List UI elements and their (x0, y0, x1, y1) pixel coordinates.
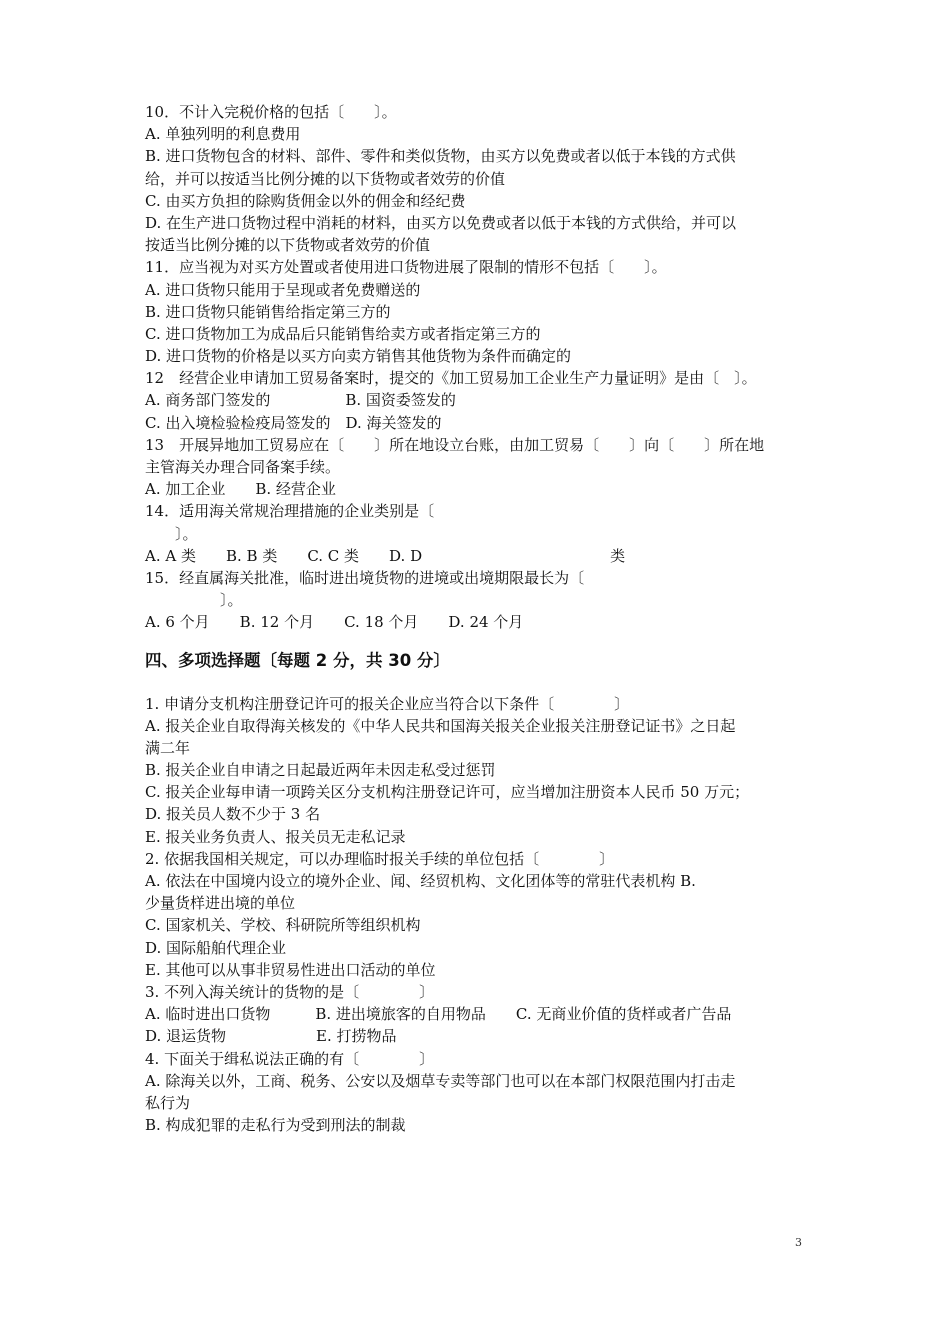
options-a-b: A. 商务部门签发的 B. 国资委签发的 (145, 391, 456, 410)
question-stem: 3. 不列入海关统计的货物的是〔 〕 (145, 982, 435, 1001)
question-12 (145, 367, 825, 434)
question-stem-continued: 主管海关办理合同备案手续。 (145, 458, 341, 476)
options-a-b: A. 依法在中国境内设立的境外企业、闻、经贸机构、文化团体等的常驻代表机构 B. (145, 872, 696, 890)
question-stem: 13 开展异地加工贸易应在〔 〕所在地设立台账，由加工贸易〔 〕向〔 〕所在地 (145, 435, 765, 454)
question-stem: 10．不计入完税价格的包括〔 〕。 (145, 103, 397, 121)
option-b: B. 报关企业自申请之日起最近两年未因走私受过惩罚 (145, 761, 496, 780)
options-d-e: D. 退运货物 E. 打捞物品 (145, 1027, 397, 1046)
question-stem-continued: 〕。 (145, 591, 243, 610)
option-d-continued: 按适当比例分摊的以下货物或者效劳的价值 (145, 236, 431, 255)
question-stem: 15．经直属海关批准，临时进出境货物的进境或出境期限最长为〔 (145, 568, 585, 587)
option-c: C. 进口货物加工为成品后只能销售给卖方或者指定第三方的 (145, 324, 541, 343)
option-d: D. 国际船舶代理企业 (145, 938, 287, 957)
question-14 (145, 500, 825, 567)
options-a-b-c: A. 临时进出口货物 B. 进出境旅客的自用物品 C. 无商业价值的货样或者广告品 (145, 1005, 732, 1024)
question-stem-continued: 〕。 (145, 524, 198, 543)
question-stem: 14．适用海关常规治理措施的企业类别是〔 (145, 502, 435, 521)
options: A. A 类 B. B 类 C. C 类 D. D (145, 546, 423, 565)
question-stem: 4. 下面关于缉私说法正确的有〔 〕 (145, 1049, 435, 1068)
question-stem: 12 经营企业申请加工贸易备案时，提交的《加工贸易加工企业生产力量证明》是由〔 〕。 (145, 369, 757, 388)
option-b: B. 构成犯罪的走私行为受到刑法的制裁 (145, 1116, 406, 1135)
option-d: D. 进口货物的价格是以买方向卖方销售其他货物为条件而确定的 (145, 347, 572, 366)
option-c: C. 国家机关、学校、科研院所等组织机构 (145, 916, 421, 935)
multi-question-3 (145, 981, 825, 1048)
option-b: B. 进口货物包含的材料、部件、零件和类似货物，由买方以免费或者以低于本钱的方式供 (145, 147, 736, 166)
question-stem: 11．应当视为对买方处置或者使用进口货物进展了限制的情形不包括〔 〕。 (145, 258, 667, 277)
option-e: E. 报关业务负责人、报关员无走私记录 (145, 827, 406, 846)
options-c-d: C. 出入境检验检疫局签发的 D. 海关签发的 (145, 413, 442, 432)
option-a: A. 单独列明的利息费用 (145, 125, 301, 144)
multi-question-4 (145, 1048, 825, 1137)
option-a: A. 进口货物只能用于呈现或者免费赠送的 (145, 280, 421, 299)
question-10 (145, 101, 825, 256)
page-content (145, 101, 825, 1136)
option-a-continued: 私行为 (145, 1093, 191, 1112)
option-d: D. 报关员人数不少于 3 名 (145, 805, 321, 824)
section-heading: 四、多项选择题〔每题 2 分，共 30 分〕 (145, 650, 450, 670)
option-b: B. 进口货物只能销售给指定第三方的 (145, 302, 391, 321)
multi-question-2 (145, 848, 825, 981)
option-a: A. 除海关以外，工商、税务、公安以及烟草专卖等部门也可以在本部门权限范围内打击走 (145, 1071, 736, 1090)
option-b-continued: 给，并可以按适当比例分摊的以下货物或者效劳的价值 (145, 169, 506, 188)
question-stem: 2. 依据我国相关规定，可以办理临时报关手续的单位包括〔 〕 (145, 849, 615, 868)
question-15 (145, 567, 825, 634)
option-a: A. 报关企业自取得海关核发的《中华人民共和国海关报关企业报关注册登记证书》之日起 (145, 716, 736, 735)
option-d: D. 在生产进口货物过程中消耗的材料，由买方以免费或者以低于本钱的方式供给，并可以 (145, 213, 737, 232)
question-11 (145, 256, 825, 367)
option-b-continued: 少量货样进出境的单位 (145, 894, 296, 913)
option-c: C. 由买方负担的除购货佣金以外的佣金和经纪费 (145, 191, 466, 210)
question-stem: 1. 申请分支机构注册登记许可的报关企业应当符合以下条件〔 〕 (145, 694, 630, 713)
options-row (145, 545, 825, 567)
multi-question-1 (145, 693, 825, 848)
options: A. 6 个月 B. 12 个月 C. 18 个月 D. 24 个月 (145, 613, 524, 632)
option-d-suffix: 类 (610, 546, 626, 565)
options: A. 加工企业 B. 经营企业 (145, 480, 336, 499)
option-e: E. 其他可以从事非贸易性进出口活动的单位 (145, 960, 436, 979)
option-a-continued: 满二年 (145, 738, 191, 757)
page-number: 3 (795, 1236, 802, 1249)
question-13 (145, 434, 825, 501)
option-c: C. 报关企业每申请一项跨关区分支机构注册登记许可，应当增加注册资本人民币 50 万元； (145, 783, 750, 802)
